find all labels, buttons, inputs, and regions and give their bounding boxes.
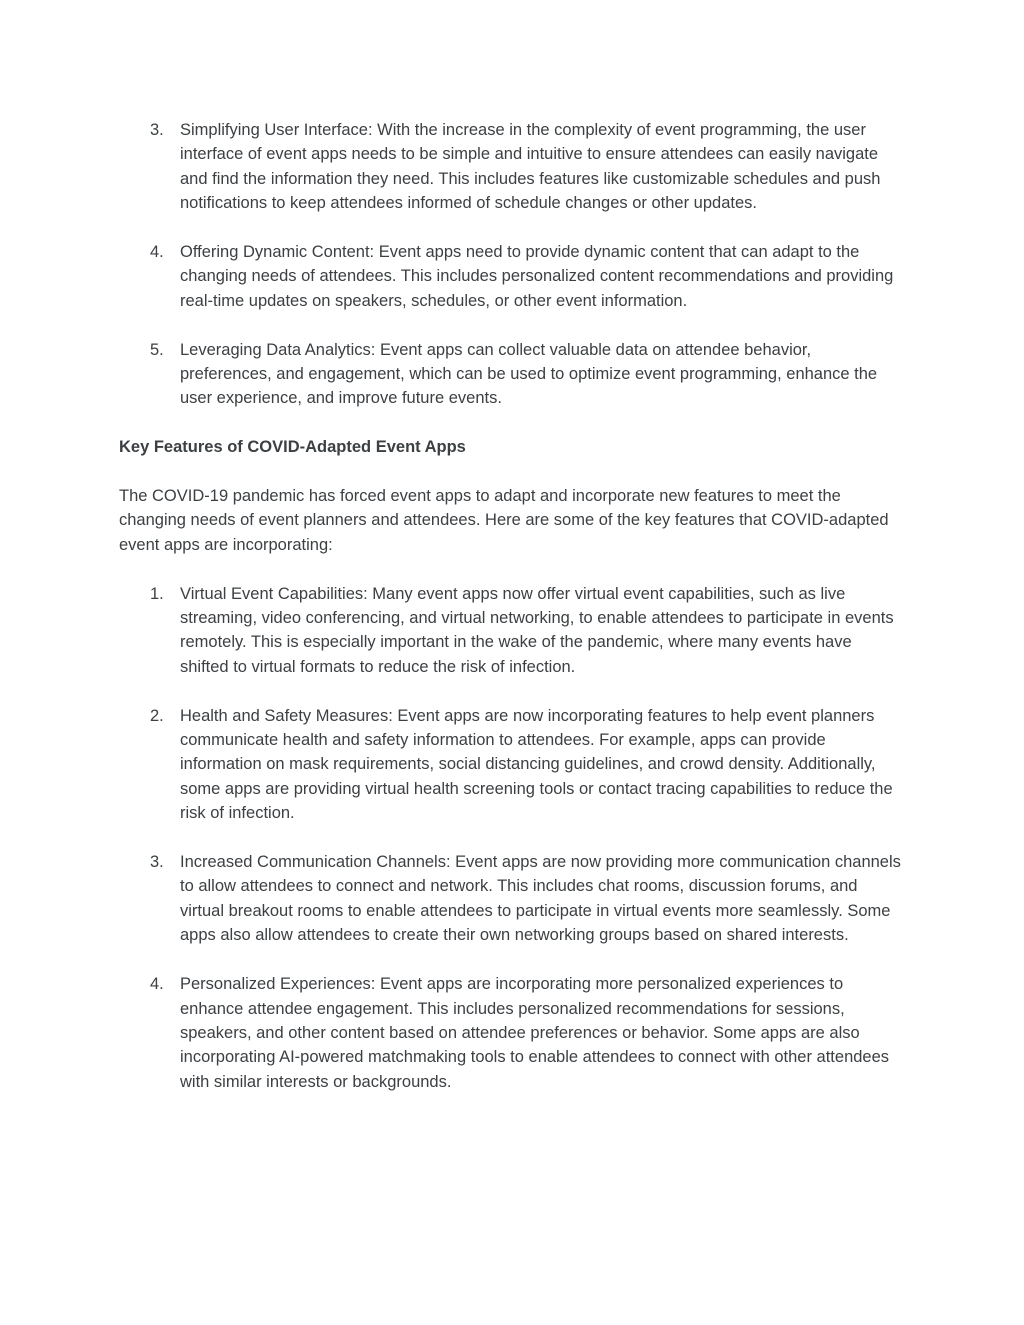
list-item-number: 5. — [150, 340, 164, 359]
list-item — [119, 338, 901, 411]
list-item-number: 1. — [150, 584, 164, 603]
list-item-number: 2. — [150, 706, 164, 725]
intro-paragraph: The COVID-19 pandemic has forced event apps to adapt and incorporate new features to meet the changing needs of event planners and attendees. Here are some of the key features that COVID-adapted event apps are incorporating: — [119, 487, 889, 554]
list-item-text: Leveraging Data Analytics: Event apps can collect valuable data on attendee behavior, preferences, and engagement, which can be used to optimize event programming, enhance the user experience, and improve future events. — [180, 340, 878, 408]
numbered-list-bottom — [119, 582, 901, 1094]
list-item — [119, 704, 901, 826]
list-item-number: 4. — [150, 243, 164, 262]
list-item-text: Offering Dynamic Content: Event apps need to provide dynamic content that can adapt to the changing needs of attendees. This includes personalized content recommendations and providing real-time updates on speakers, schedules, or other event information. — [180, 243, 894, 310]
list-item-number: 4. — [150, 975, 164, 994]
list-item — [119, 850, 901, 948]
list-item-text: Simplifying User Interface: With the increase in the complexity of event programming, the user interface of event apps needs to be simple and intuitive to ensure attendees can easily navigate and find the information they need. This includes features like customizable schedules and push notifications to keep attendees informed of schedule changes or other updates. — [180, 121, 881, 213]
section-heading: Key Features of COVID-Adapted Event Apps — [119, 438, 466, 457]
list-item — [119, 972, 901, 1094]
numbered-list-top — [119, 118, 901, 411]
list-item-text: Virtual Event Capabilities: Many event apps now offer virtual event capabilities, such as live streaming, video conferencing, and virtual networking, to enable attendees to participate in events remotely. This is especially important in the wake of the pandemic, where many events have shifted to virtual formats to reduce the risk of infection. — [180, 584, 894, 676]
list-item — [119, 118, 901, 216]
list-item-number: 3. — [150, 121, 164, 139]
list-item — [119, 240, 901, 313]
list-item-text: Health and Safety Measures: Event apps are now incorporating features to help event planners communicate health and safety information to attendees. For example, apps can provide information on mask requirements, social distancing guidelines, and crowd density. Additionally, some apps are providing virtual health screening tools or contact tracing capabilities to reduce the risk of infection. — [180, 706, 893, 823]
list-item-text: Personalized Experiences: Event apps are incorporating more personalized experiences to enhance attendee engagement. This includes personalized recommendations for sessions, speakers, and other content based on attendee preferences or behavior. Some apps are also incorporating AI-powered matchmaking tools to enable attendees to connect with other attendees with similar interests or backgrounds. — [180, 975, 890, 1091]
list-item-text: Increased Communication Channels: Event apps are now providing more communication channels to allow attendees to connect and network. This includes chat rooms, discussion forums, and virtual breakout rooms to enable attendees to participate in virtual events more seamlessly. Some apps also allow attendees to create their own networking groups based on shared interests. — [180, 853, 901, 945]
list-item — [119, 582, 901, 680]
list-item-number: 3. — [150, 853, 164, 872]
